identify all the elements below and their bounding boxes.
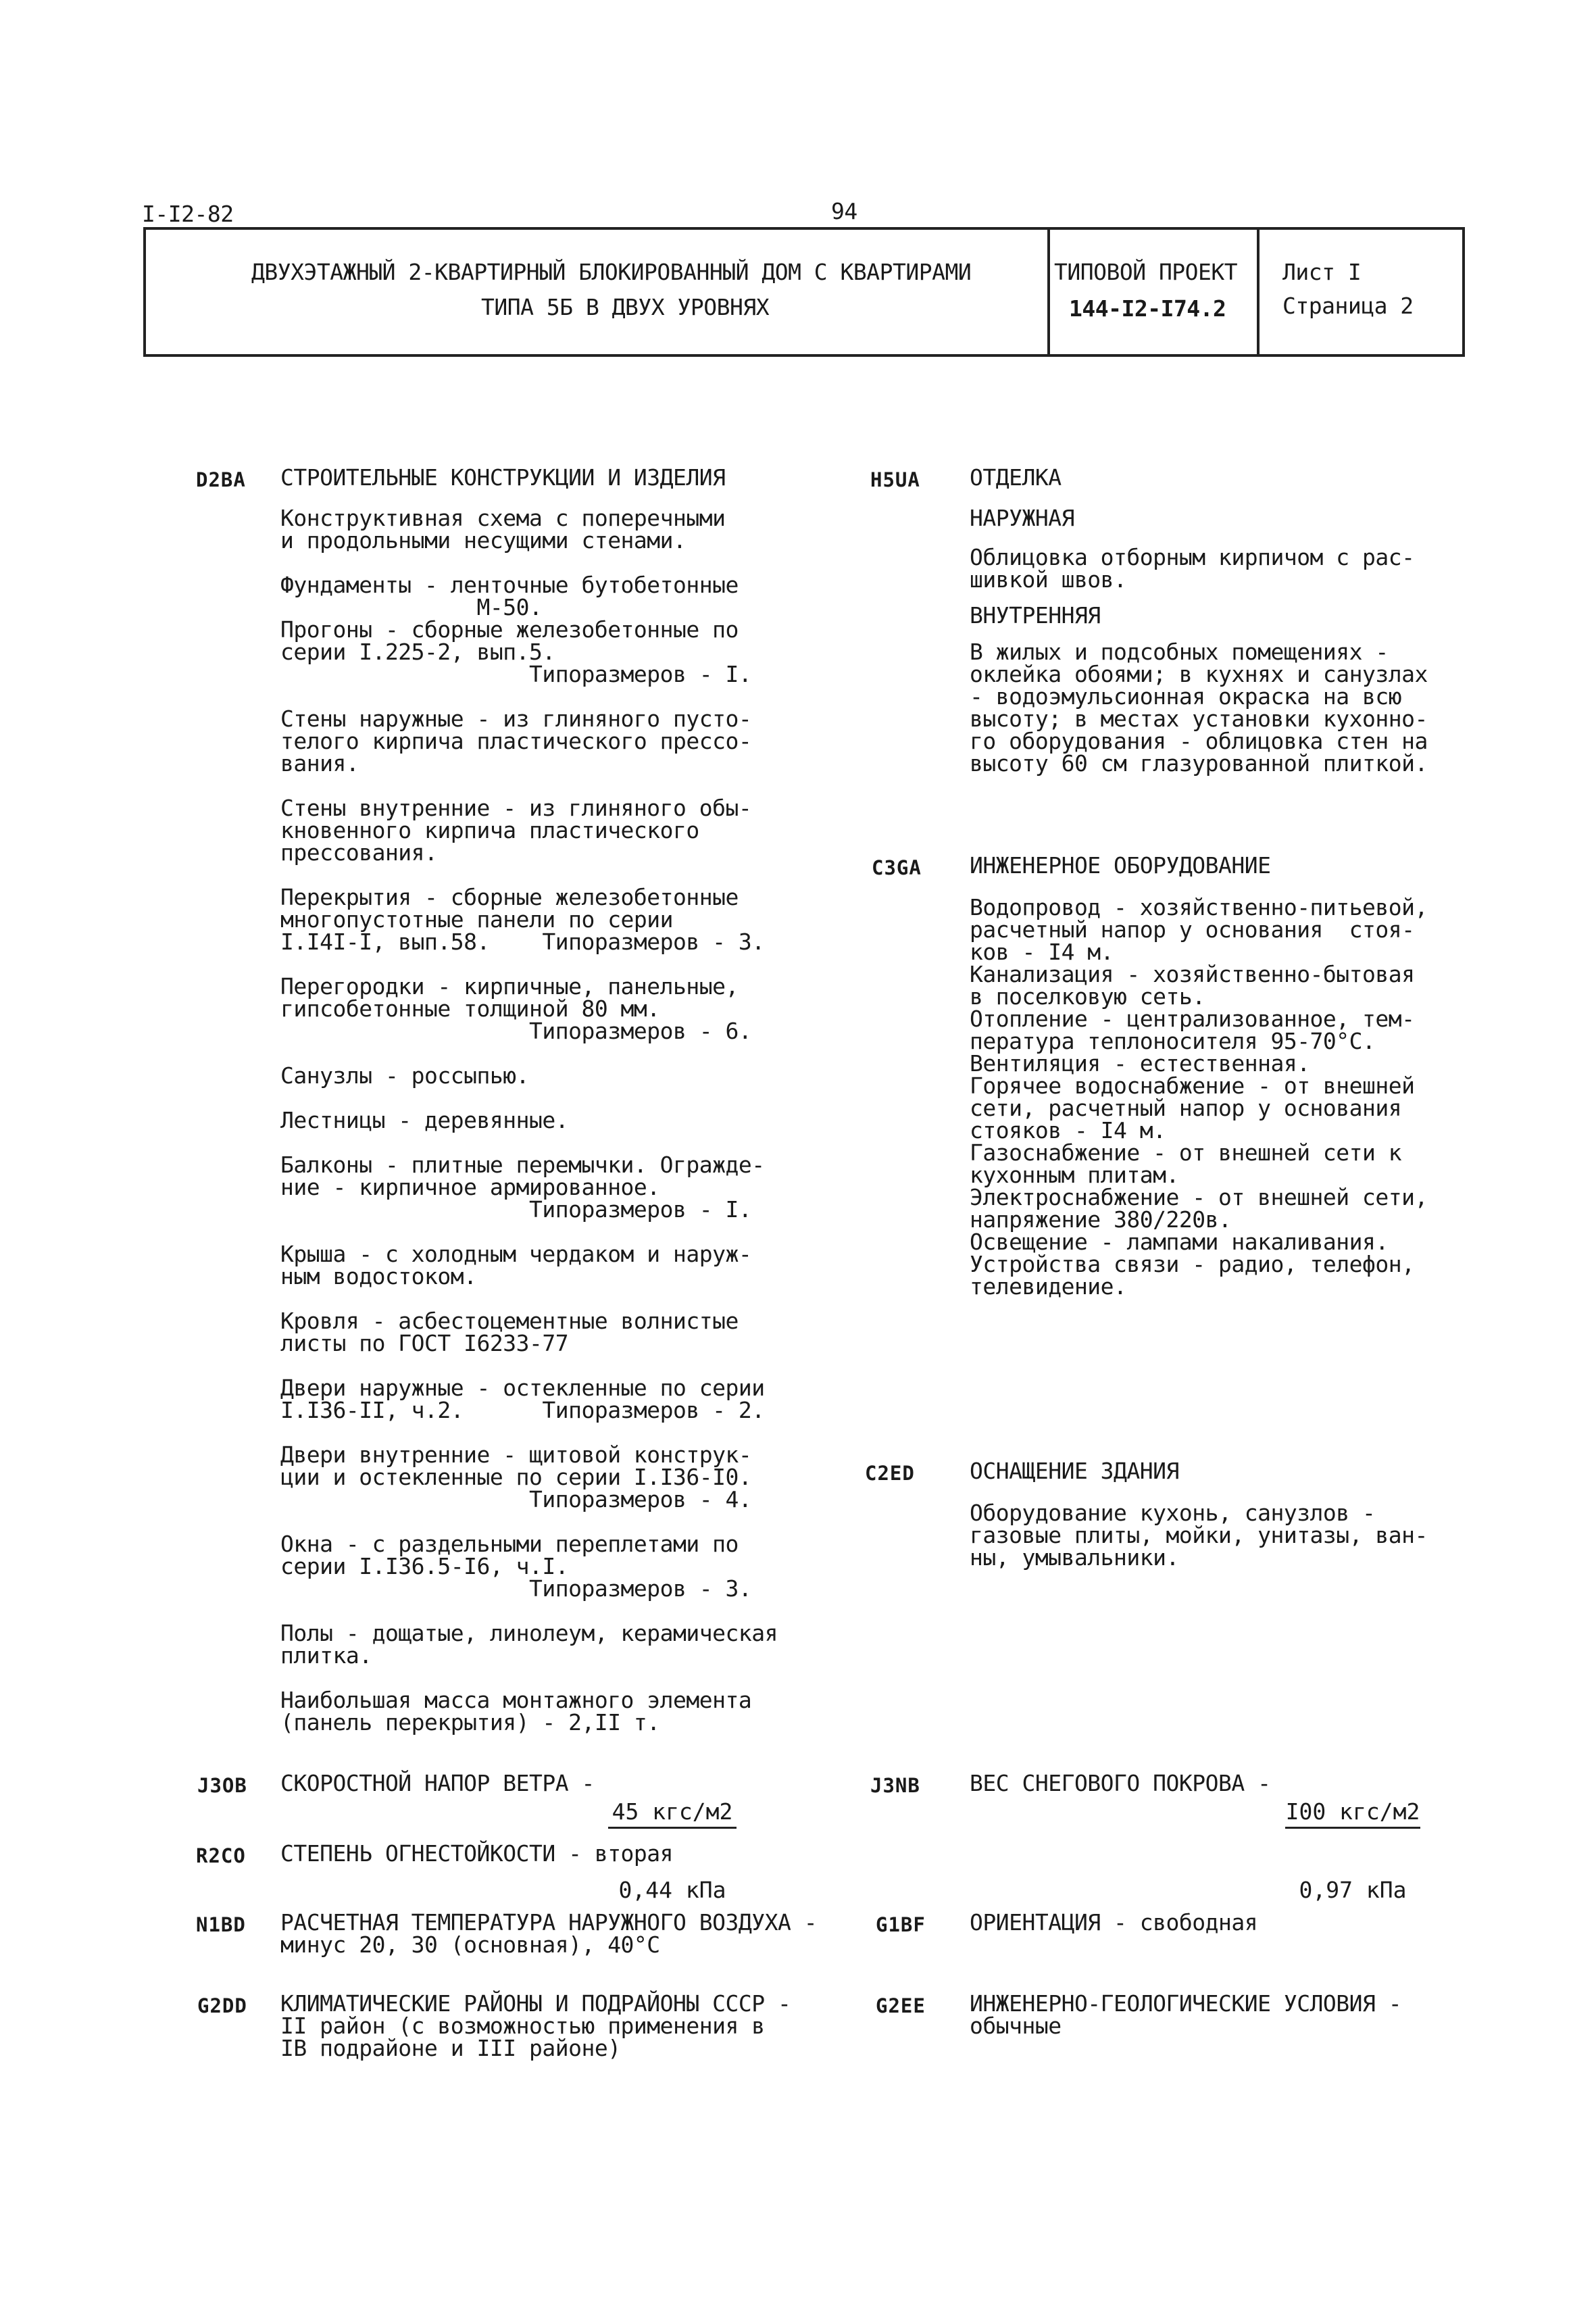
wind-load-label: СКОРОСТНОЙ НАПОР ВЕТРА -: [280, 1770, 595, 1796]
document-code: I-I2-82: [142, 201, 234, 227]
section-title-engineering: ИНЖЕНЕРНОЕ ОБОРУДОВАНИЕ: [970, 852, 1271, 879]
snow-load-kpa: 0,97 кПа: [1299, 1877, 1407, 1903]
page-label: Страница 2: [1282, 293, 1414, 319]
section-title-equipment: ОСНАЩЕНИЕ ЗДАНИЯ: [970, 1458, 1179, 1484]
param-code-snow: J3NB: [870, 1774, 920, 1797]
orientation: ОРИЕНТАЦИЯ - свободная: [970, 1909, 1258, 1936]
wind-load-kgs: 45 кгс/м2: [608, 1800, 737, 1829]
wind-load-value: [608, 1756, 737, 1923]
param-code-orientation: G1BF: [876, 1913, 926, 1936]
project-label: ТИПОВОЙ ПРОЕКТ: [1054, 259, 1238, 285]
finishing-interior-text: В жилых и подсобных помещениях - оклейка обоями; в кухнях и санузлах - водоэмульсионная окраска на всю высоту; в местах установки кухонно- го оборудования - облицовка стен на высоту 60 см глазурованной плиткой.: [970, 639, 1428, 777]
finishing-subtitle-interior: ВНУТРЕННЯЯ: [970, 602, 1101, 629]
title-block-divider-1: [1047, 227, 1050, 357]
page-number: 94: [831, 198, 857, 224]
param-code-temperature: N1BD: [196, 1913, 246, 1936]
title-block-divider-2: [1257, 227, 1260, 357]
section-code-finishing: H5UA: [870, 468, 920, 491]
project-number: 144-I2-I74.2: [1069, 295, 1226, 322]
finishing-subtitle-exterior: НАРУЖНАЯ: [970, 505, 1074, 531]
climate-regions: КЛИМАТИЧЕСКИЕ РАЙОНЫ И ПОДРАЙОНЫ СССР - II район (с возможностью применения в IВ подрайоне и III районе): [280, 1990, 791, 2061]
sheet-number: Лист I: [1282, 259, 1362, 285]
snow-load-value: [1285, 1756, 1420, 1923]
snow-load-kgs: I00 кгс/м2: [1285, 1800, 1420, 1829]
finishing-exterior-text: Облицовка отборным кирпичом с рас- шивкой швов.: [970, 544, 1415, 593]
section-title-finishing: ОТДЕЛКА: [970, 464, 1062, 491]
snow-load-label: ВЕС СНЕГОВОГО ПОКРОВА -: [970, 1770, 1271, 1796]
document-title-line-2: ТИПА 5Б В ДВУХ УРОВНЯХ: [481, 294, 770, 320]
wind-load-kpa: 0,44 кПа: [618, 1877, 726, 1903]
param-code-fire: R2CO: [196, 1844, 246, 1867]
section-code-engineering: C3GA: [872, 856, 922, 879]
param-code-wind: J3OB: [197, 1774, 247, 1797]
equipment-text: Оборудование кухонь, санузлов - газовые плиты, мойки, унитазы, ван- ны, умывальники.: [970, 1500, 1428, 1571]
section-code-constructions: D2BA: [196, 468, 246, 491]
document-title-line-1: ДВУХЭТАЖНЫЙ 2-КВАРТИРНЫЙ БЛОКИРОВАННЫЙ ДОМ С КВАРТИРАМИ: [251, 259, 972, 285]
title-block: [143, 227, 1465, 357]
engineering-text: Водопровод - хозяйственно-питьевой, расчетный напор у основания стоя- ков - I4 м. Канализация - хозяйственно-бытовая в поселковую сеть. Отопление - централизованное, тем- пература теплоносителя 95-70°С. Вентиляция - естественная. Горячее водоснабжение - от внешней сети, расчетный напор у основания стояков - I4 м. Газоснабжение - от внешней сети к кухонным плитам. Электроснабжение - от внешней сети, напряжение 380/220в. Освещение - лампами накаливания. Устройства связи - радио, телефон, телевидение.: [970, 894, 1428, 1300]
geological-conditions: ИНЖЕНЕРНО-ГЕОЛОГИЧЕСКИЕ УСЛОВИЯ - обычные: [970, 1990, 1402, 2039]
section-title-constructions: СТРОИТЕЛЬНЫЕ КОНСТРУКЦИИ И ИЗДЕЛИЯ: [280, 464, 726, 491]
fire-resistance: СТЕПЕНЬ ОГНЕСТОЙКОСТИ - вторая: [280, 1840, 674, 1867]
section-code-equipment: C2ED: [865, 1462, 915, 1485]
constructions-text: Конструктивная схема с поперечными и продольными несущими стенами. Фундаменты - ленточные бутобетонные М-50. Прогоны - сборные железобетонные по серии I.225-2, вып.5. Типоразмеров - I. Стены наружные - из глиняного пусто- телого кирпича пластического прессо- вания. Стены внутренние - из глиняного обы- кновенного кирпича пластического прессования. Перекрытия - сборные железобетонные многопустотные панели по серии I.I4I-I, вып.58. Типоразмеров - 3. Перегородки - кирпичные, панельные, гипсобетонные толщиной 80 мм. Типоразмеров - 6. Санузлы - россыпью. Лестницы - деревянные. Балконы - плитные перемычки. Огражде- ние - кирпичное армированное. Типоразмеров - I. Крыша - с холодным чердаком и наруж- ным водостоком. Кровля - асбестоцементные волнистые листы по ГОСТ I6233-77 Двери наружные - остекленные по серии I.I36-II, ч.2. Типоразмеров - 2. Двери внутренние - щитовой конструк- ции и остекленные по серии I.I36-I0. Типоразмеров - 4. Окна - с раздельными переплетами по серии I.I36.5-I6, ч.I. Типоразмеров - 3. Полы - дощатые, линолеум, керамическая плитка. Наибольшая масса монтажного элемента (панель перекрытия) - 2,II т.: [280, 505, 778, 1736]
param-code-geology: G2EE: [876, 1994, 926, 2017]
design-temperature: РАСЧЕТНАЯ ТЕМПЕРАТУРА НАРУЖНОГО ВОЗДУХА - минус 20, 30 (основная), 40°С: [280, 1909, 818, 1958]
param-code-climate: G2DD: [197, 1994, 247, 2017]
